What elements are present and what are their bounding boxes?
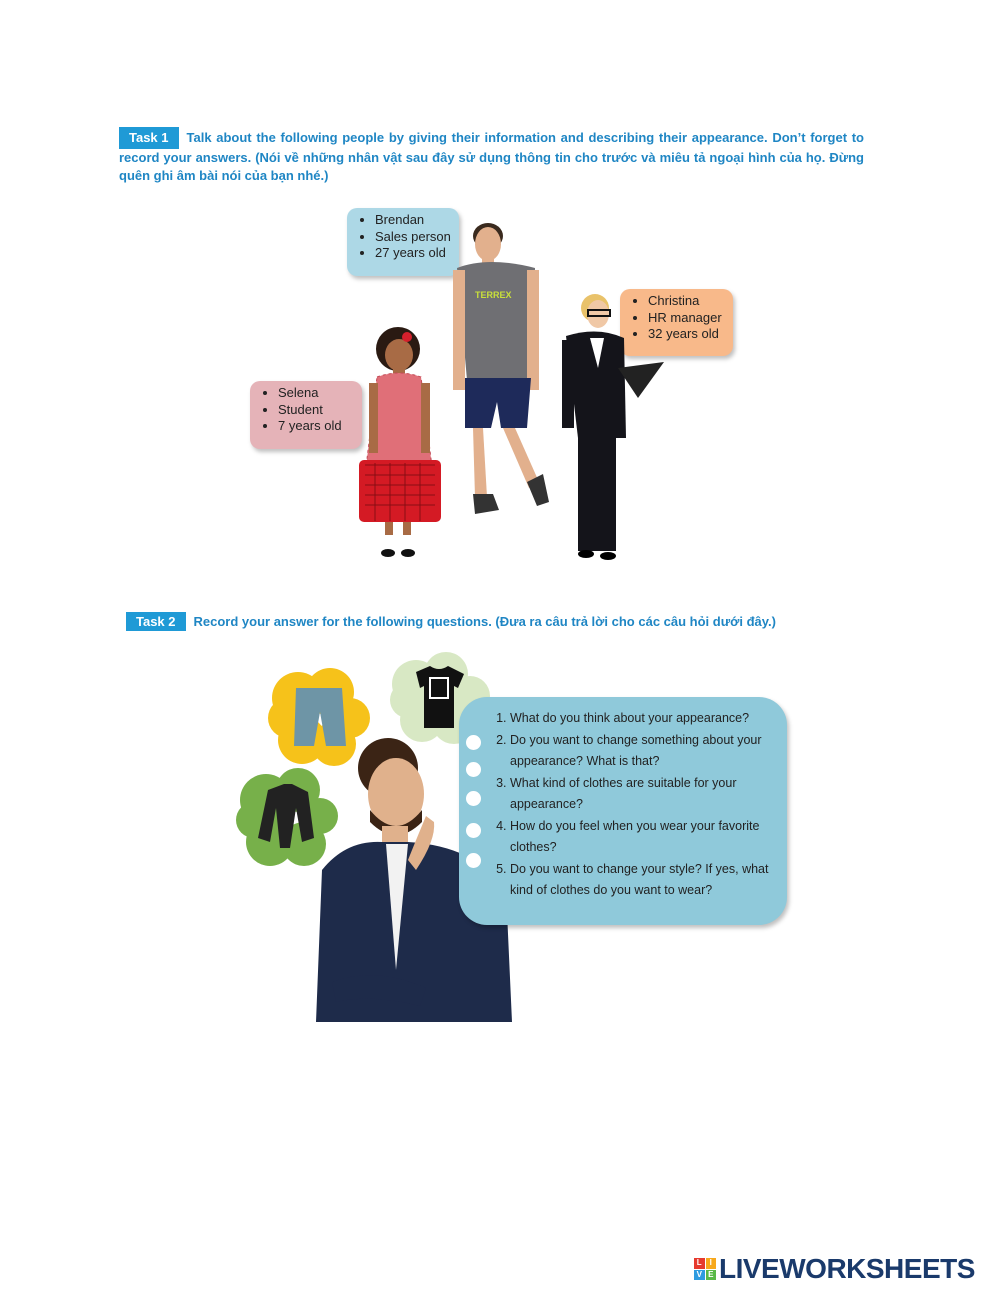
selena-photo xyxy=(355,325,445,560)
christina-job: • HR manager xyxy=(648,310,725,327)
bubble-dot xyxy=(466,735,481,750)
brendan-photo xyxy=(445,212,555,522)
logo-text: LIVEWORKSHEETS xyxy=(719,1253,975,1284)
christina-name: • Christina xyxy=(648,293,725,310)
christina-age: • 32 years old xyxy=(648,326,725,343)
question-item: 3. What kind of clothes are suitable for your appearance? xyxy=(510,773,778,816)
task1-text: Talk about the following people by giving their information and describing their appearance. Don’t forget to record your answers. (Nói về những nhân vật sau đây sử dụng thông tin cho trước và miêu tả ngoại hình của họ. Đừng quên ghi âm bài nói của bạn nhé.) xyxy=(119,130,864,183)
question-item: 4. How do you feel when you wear your favorite clothes? xyxy=(510,816,778,859)
question-item: 1. What do you think about your appearance? xyxy=(510,708,778,730)
selena-info-bubble xyxy=(250,381,362,449)
christina-photo xyxy=(558,288,668,568)
task2-badge: Task 2 xyxy=(126,612,186,631)
svg-text:TERREX: TERREX xyxy=(475,290,512,300)
task2-text: Record your answer for the following questions. (Đưa ra câu trả lời cho các câu hỏi dưới đây.) xyxy=(193,614,776,629)
question-item: 2. Do you want to change something about your appearance? What is that? xyxy=(510,730,778,773)
brendan-name: • Brendan xyxy=(375,212,451,229)
brendan-age: • 27 years old xyxy=(375,245,451,262)
question-item: 5. Do you want to change your style? If yes, what kind of clothes do you want to wear? xyxy=(510,859,778,902)
selena-name: • Selena xyxy=(278,385,354,402)
task1-badge: Task 1 xyxy=(119,127,179,149)
logo-mark-icon: L I V E xyxy=(694,1258,716,1280)
brendan-job: • Sales person xyxy=(375,229,451,246)
bubble-dot xyxy=(466,791,481,806)
brendan-info-bubble xyxy=(347,208,459,276)
selena-age: • 7 years old xyxy=(278,418,354,435)
task1-instructions xyxy=(119,127,864,185)
bubble-dot xyxy=(466,823,481,838)
bubble-dot xyxy=(466,762,481,777)
task2-instructions xyxy=(126,612,776,631)
bubble-dot xyxy=(466,853,481,868)
liveworksheets-logo[interactable] xyxy=(694,1253,975,1285)
selena-job: • Student xyxy=(278,402,354,419)
questions-list xyxy=(488,708,778,902)
